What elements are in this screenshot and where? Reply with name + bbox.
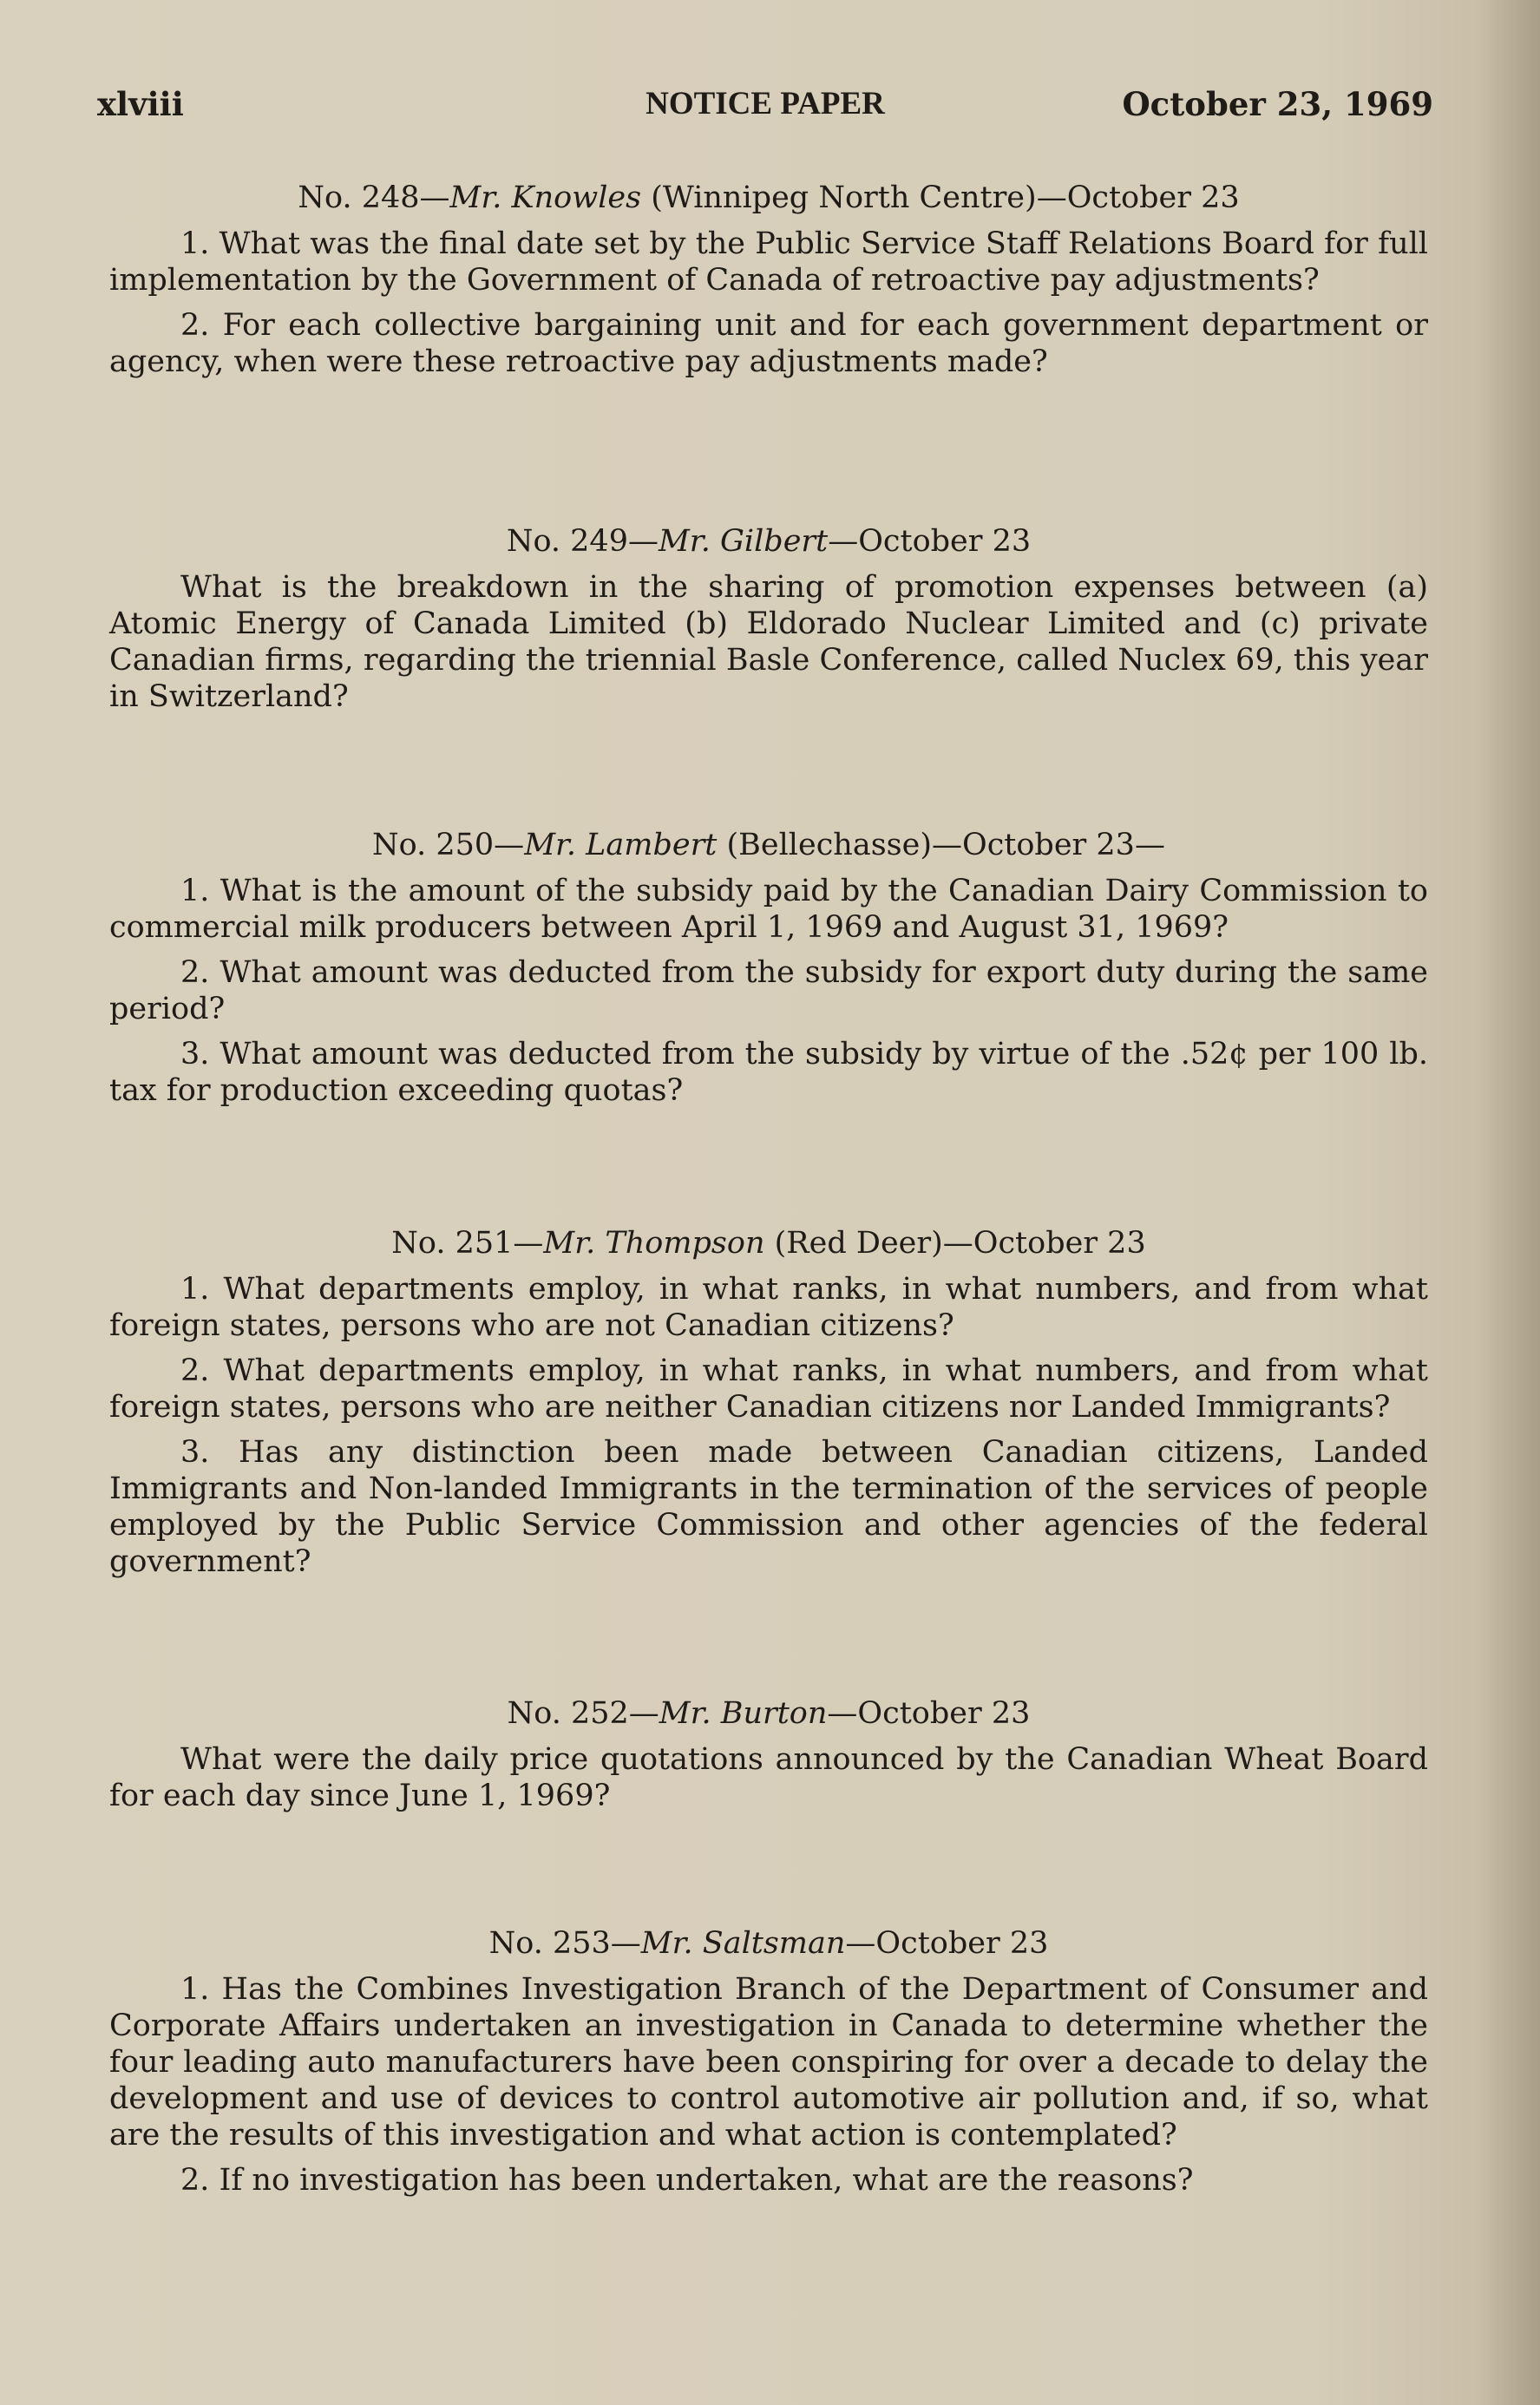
question-date: —October 23 <box>828 524 1032 559</box>
question-248 <box>109 179 1428 389</box>
question-member: Mr. Knowles <box>449 180 642 215</box>
question-member: Mr. Burton <box>659 1696 828 1731</box>
question-number: No. 251— <box>391 1226 544 1261</box>
question-date: —October 23 <box>845 1926 1049 1961</box>
question-paragraph: 1. What was the final date set by the Public Service Staff Relations Board for full implementation by the Government of Canada of retroactive pay adjustments? <box>109 226 1428 298</box>
question-date: —October 23 <box>827 1696 1031 1731</box>
question-riding: (Bellechasse) <box>717 828 932 862</box>
question-number: No. 248— <box>298 180 450 215</box>
question-paragraph: 1. What is the amount of the subsidy paid by the Canadian Dairy Commission to commercial milk producers between April 1, 1969 and August 31, 1969? <box>109 874 1428 945</box>
question-paragraph: 1. What departments employ, in what ranks, in what numbers, and from what foreign states, persons who are not Canadian citizens? <box>109 1272 1428 1343</box>
question-paragraph: What were the daily price quotations announced by the Canadian Wheat Board for each day since June 1, 1969? <box>109 1742 1428 1813</box>
question-253 <box>109 1924 1428 2207</box>
question-252 <box>109 1694 1428 1823</box>
question-heading <box>109 1224 1428 1262</box>
question-member: Mr. Lambert <box>524 828 718 862</box>
question-paragraph: 2. For each collective bargaining unit and for each government department or agency, when were these retroactive pay adjustments made? <box>109 308 1428 379</box>
page-title: NOTICE PAPER <box>645 86 885 121</box>
question-number: No. 252— <box>507 1696 659 1731</box>
question-member: Mr. Thompson <box>543 1226 765 1261</box>
question-paragraph: What is the breakdown in the sharing of promotion expenses between (a) Atomic Energy of Canada Limited (b) Eldorado Nuclear Limited and (c) private Canadian firms, regarding the triennial Basle Conference, called Nuclex 69, this year in Switzerland? <box>109 570 1428 714</box>
question-heading <box>109 522 1428 560</box>
question-riding: (Winnipeg North Centre) <box>641 180 1037 215</box>
question-heading <box>109 1694 1428 1733</box>
question-paragraph: 3. What amount was deducted from the subsidy by virtue of the .52¢ per 100 lb. tax for production exceeding quotas? <box>109 1037 1428 1108</box>
question-251 <box>109 1224 1428 1589</box>
question-number: No. 250— <box>372 828 525 862</box>
question-heading <box>109 826 1428 864</box>
question-250 <box>109 826 1428 1117</box>
question-249 <box>109 522 1428 724</box>
question-number: No. 253— <box>488 1926 641 1961</box>
question-date: —October 23— <box>932 828 1165 862</box>
question-date: —October 23 <box>1036 180 1240 215</box>
question-date: —October 23 <box>942 1226 1146 1261</box>
question-paragraph: 2. What departments employ, in what ranks, in what numbers, and from what foreign states, persons who are neither Canadian citizens nor Landed Immigrants? <box>109 1353 1428 1425</box>
question-paragraph: 2. If no investigation has been undertaken, what are the reasons? <box>180 2163 1194 2198</box>
question-heading <box>109 1924 1428 1963</box>
page-date: October 23, 1969 <box>1122 85 1433 123</box>
page-number: xlviii <box>97 85 184 123</box>
question-member: Mr. Saltsman <box>640 1926 846 1961</box>
page-header <box>97 85 1433 128</box>
question-member: Mr. Gilbert <box>658 524 829 559</box>
question-paragraph: 2. What amount was deducted from the subsidy for export duty during the same period? <box>109 955 1428 1026</box>
question-paragraph: 1. Has the Combines Investigation Branch of the Department of Consumer and Corporate Affairs undertaken an investigation in Canada to determine whether the four leading auto manufacturers have been conspiring for over a decade to delay the development and use of devices to control automotive air pollution and, if so, what are the results of this investigation and what action is contemplated? <box>109 1972 1428 2153</box>
question-riding: (Red Deer) <box>764 1226 943 1261</box>
question-number: No. 249— <box>506 524 659 559</box>
question-heading <box>109 179 1428 217</box>
question-paragraph: 3. Has any distinction been made between Canadian citizens, Landed Immigrants and Non-landed Immigrants in the termination of the services of people employed by the Public Service Commission and other agencies of the federal government? <box>109 1435 1428 1579</box>
